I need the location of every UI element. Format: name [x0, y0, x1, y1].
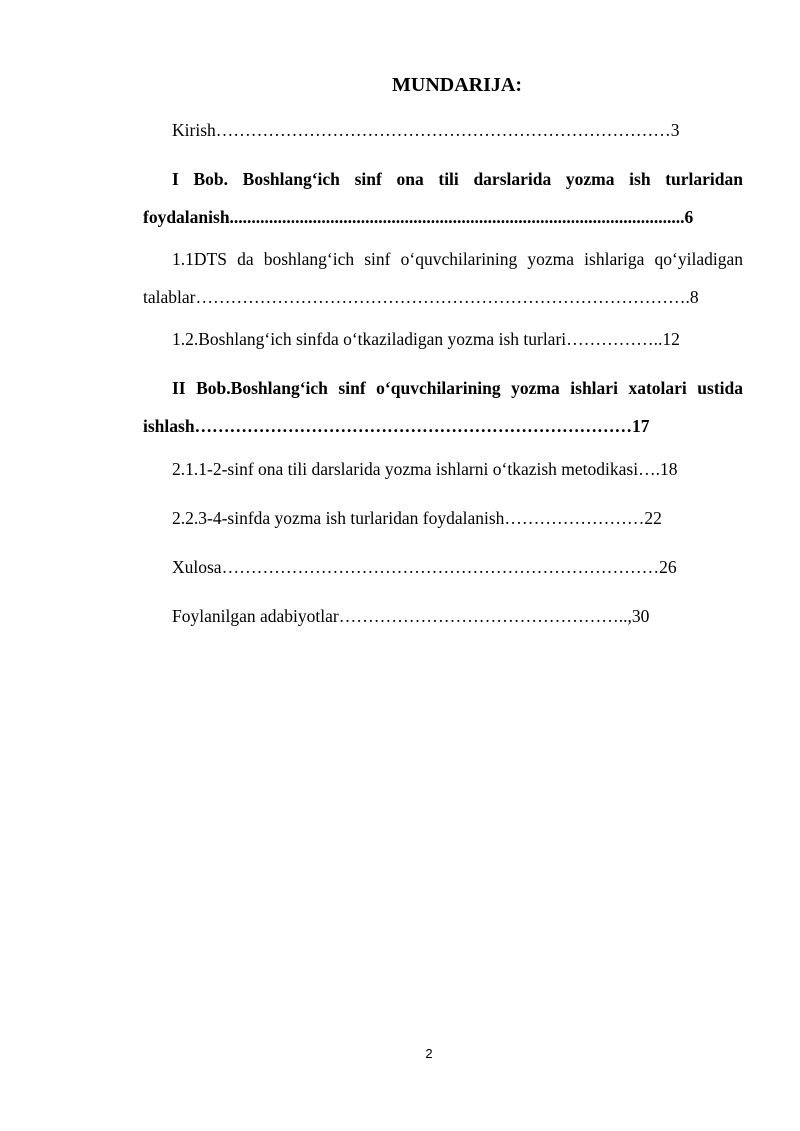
- toc-entry-adabiyotlar: Foylanilgan adabiyotlar…………………………………………..,30: [172, 606, 650, 626]
- toc-entry-2-1: 2.1.1-2-sinf ona tili darslarida yozma ishlarni o‘tkazish metodikasi….18: [172, 459, 678, 479]
- toc-entry-bob1: [143, 160, 743, 236]
- page-number: 2: [425, 1046, 433, 1061]
- toc-entry-1-1-line1: 1.1DTS da boshlang‘ich sinf o‘quvchilarining yozma ishlariga qo‘yiladigan: [172, 249, 743, 269]
- toc-entry-xulosa: Xulosa…………………………………………………………………26: [172, 557, 677, 577]
- toc-entry-1-2: 1.2.Boshlang‘ich sinfda o‘tkaziladigan yozma ish turlari……………..12: [172, 329, 680, 349]
- toc-entry-2-2: 2.2.3-4-sinfda yozma ish turlaridan foydalanish……………………22: [172, 508, 662, 528]
- toc-entry-kirish: Kirish……………………………………………………………………3: [172, 120, 680, 140]
- toc-entry-bob1-line1: I Bob. Boshlang‘ich sinf ona tili darslarida yozma ish turlaridan: [172, 169, 743, 189]
- toc-entry-1-1: [143, 240, 743, 316]
- toc-entry-bob2-line2: ishlash…………………………………………………………………17: [143, 416, 650, 436]
- toc-entry-bob2: [143, 369, 743, 445]
- toc-entry-1-1-line2: talablar………………………………………………………………………….8: [143, 287, 699, 307]
- page-title: MUNDARIJA:: [392, 74, 522, 96]
- toc-entry-bob2-line1: II Bob.Boshlang‘ich sinf o‘quvchilarining yozma ishlari xatolari ustida: [172, 378, 743, 398]
- toc-entry-bob1-line2: foydalanish........................................................................................................6: [143, 207, 694, 227]
